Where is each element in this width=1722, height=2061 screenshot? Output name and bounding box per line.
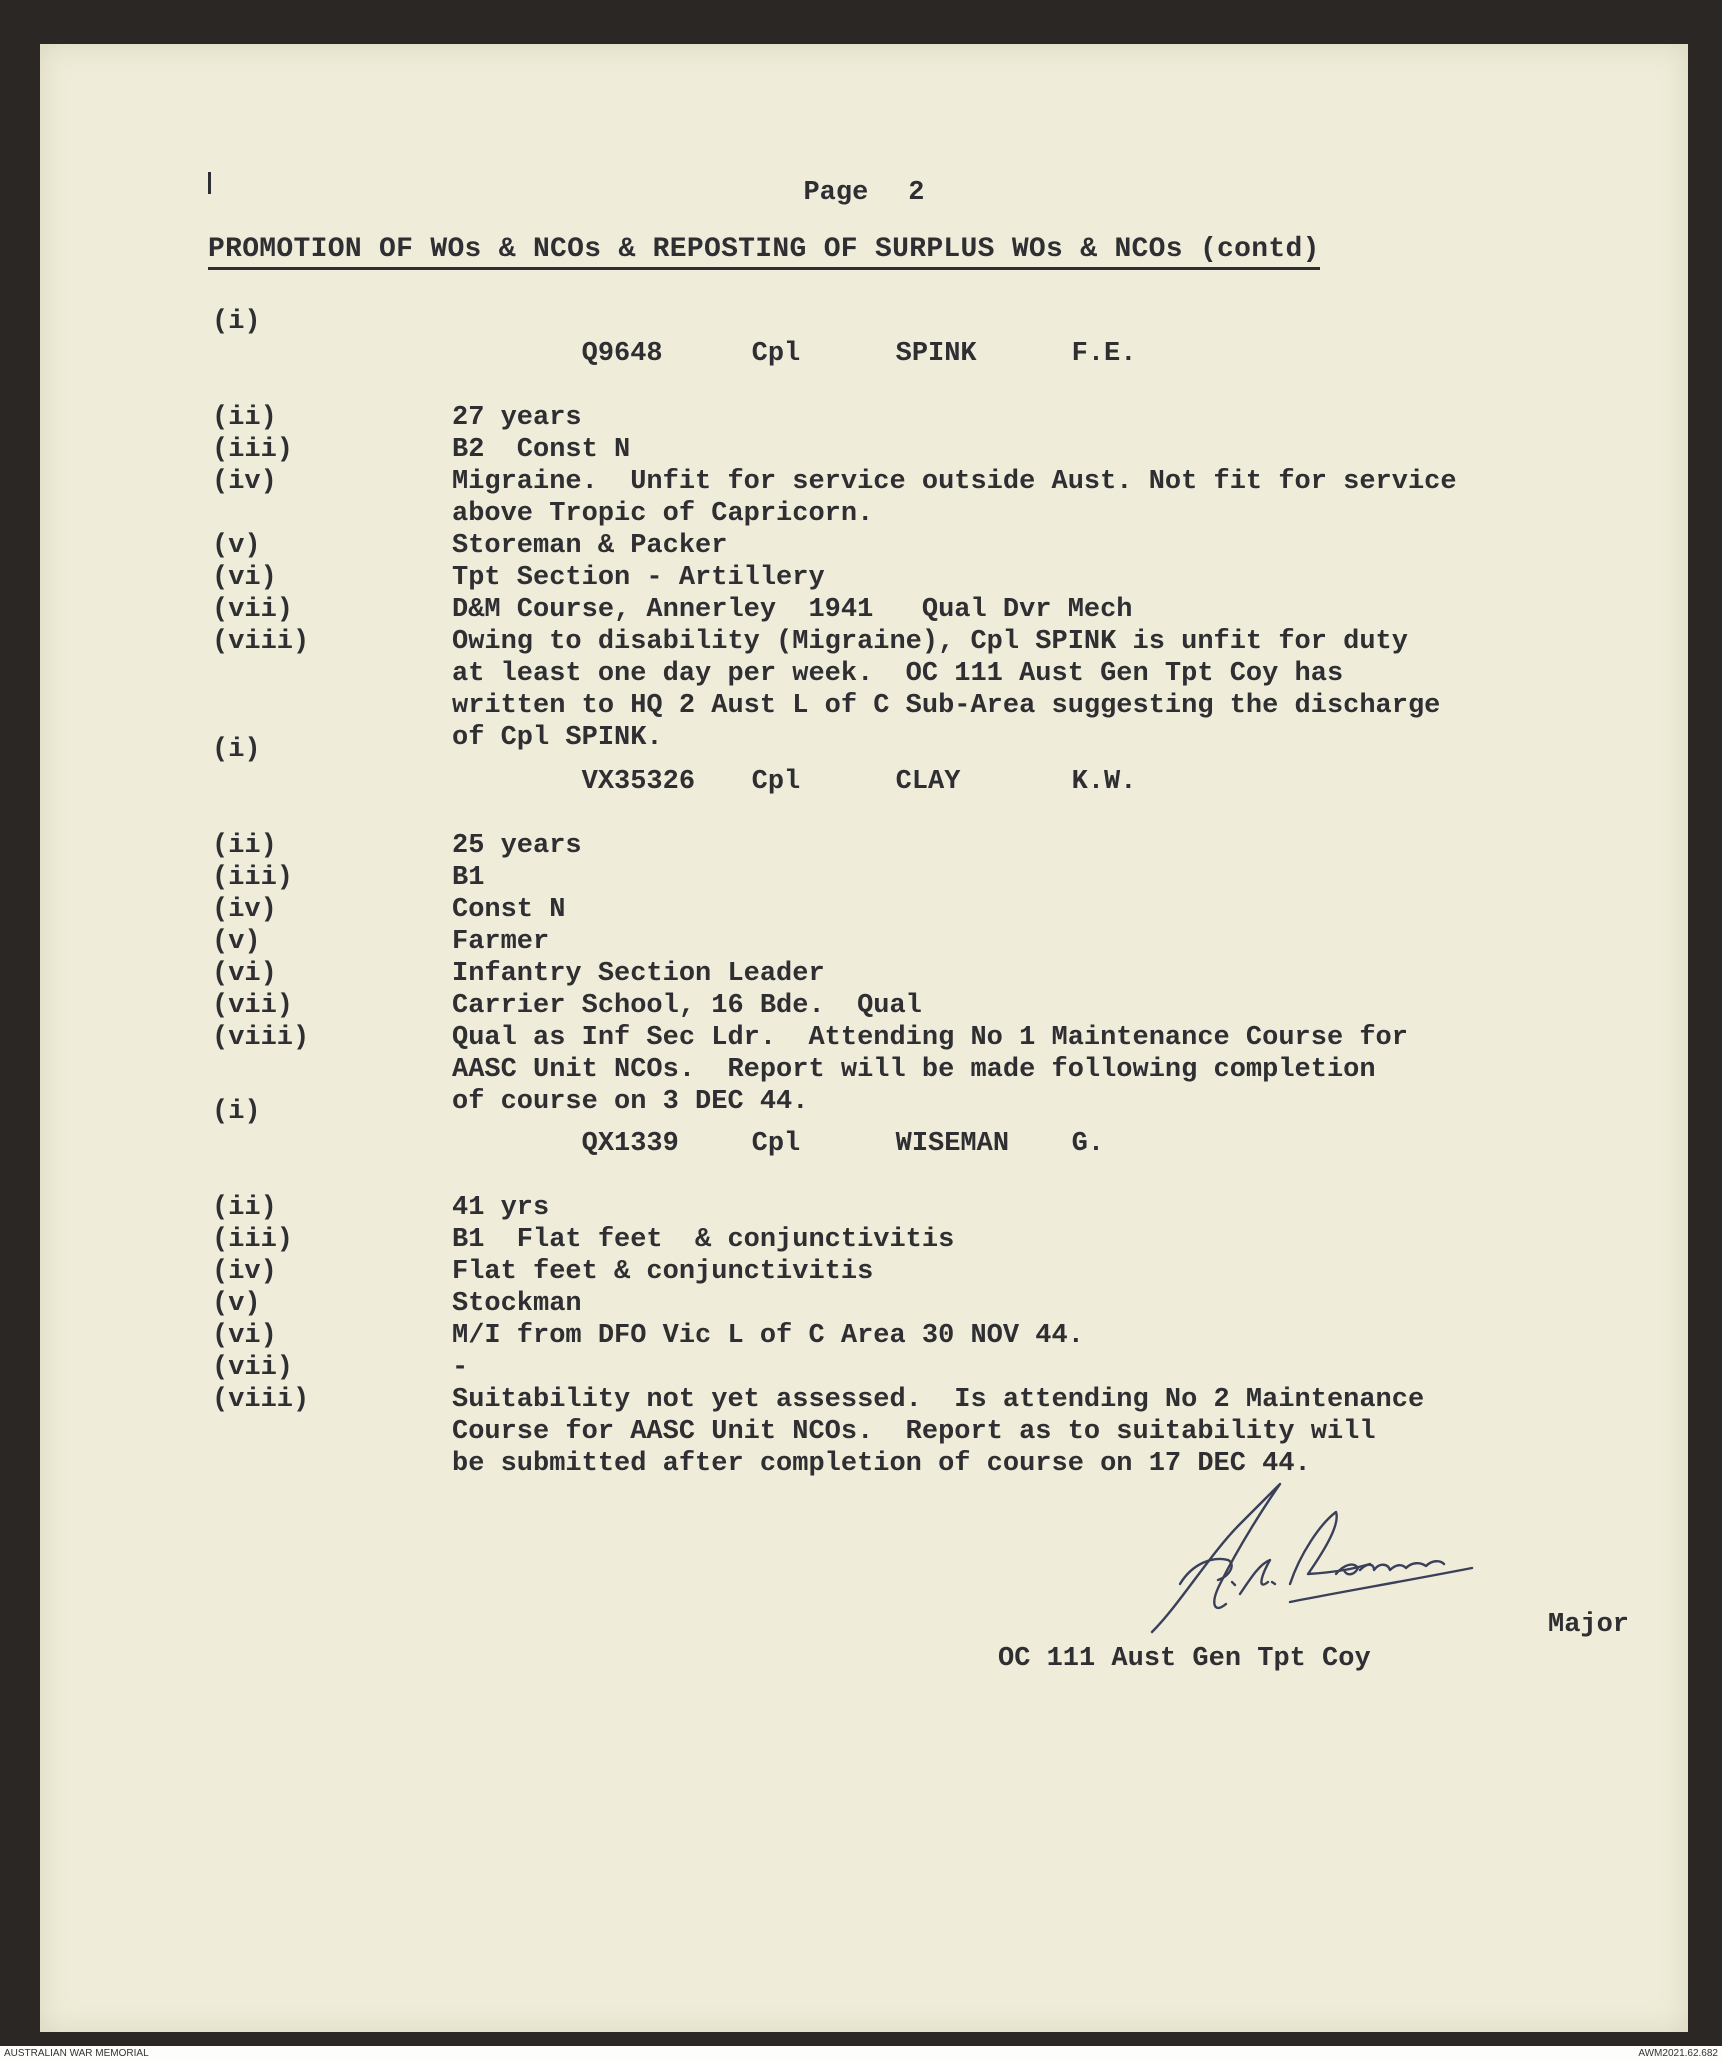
record-wiseman bbox=[40, 1096, 1688, 1480]
field-number: (ii) bbox=[212, 403, 277, 433]
field-number: (vi) bbox=[212, 1321, 277, 1351]
record-header bbox=[452, 306, 1682, 402]
field-number: (iii) bbox=[212, 1225, 294, 1255]
record-clay bbox=[40, 734, 1688, 1118]
field-row bbox=[40, 562, 1688, 594]
field-row bbox=[40, 1096, 1688, 1192]
field-text: Carrier School, 16 Bde. Qual bbox=[452, 991, 922, 1021]
field-row bbox=[40, 1352, 1688, 1384]
field-row bbox=[40, 830, 1688, 862]
field-row bbox=[40, 530, 1688, 562]
field-text: Owing to disability (Migraine), Cpl SPINK is unfit for duty at least one day per week. OC 111 Aust Gen Tpt Coy has written to HQ 2 Aust L of C Sub-Area suggesting the discharge of Cpl SPINK. bbox=[452, 627, 1441, 753]
surname: WISEMAN bbox=[895, 1129, 1010, 1159]
field-number: (i) bbox=[212, 307, 261, 337]
initials: F.E. bbox=[1071, 339, 1137, 369]
field-number: (vii) bbox=[212, 991, 294, 1021]
signatory-rank: Major bbox=[1548, 1610, 1630, 1640]
field-number: (viii) bbox=[212, 1023, 310, 1053]
field-row bbox=[40, 894, 1688, 926]
initials: G. bbox=[1071, 1129, 1105, 1159]
field-number: (iii) bbox=[212, 863, 294, 893]
service-number: VX35326 bbox=[581, 767, 696, 797]
service-number: Q9648 bbox=[581, 339, 663, 369]
field-number: (i) bbox=[212, 1097, 261, 1127]
rank: Cpl bbox=[751, 1129, 801, 1159]
field-text: Const N bbox=[452, 895, 566, 925]
field-text: Migraine. Unfit for service outside Aust. Not fit for service above Tropic of Capricorn. bbox=[452, 467, 1457, 529]
field-text: Qual as Inf Sec Ldr. Attending No 1 Maintenance Course for AASC Unit NCOs. Report will be made following completion of course on 3 DEC 44. bbox=[452, 1023, 1408, 1117]
surname: CLAY bbox=[895, 767, 961, 797]
page-number-value: 2 bbox=[908, 178, 925, 208]
field-row bbox=[40, 1192, 1688, 1224]
field-text: Farmer bbox=[452, 927, 550, 957]
field-number: (i) bbox=[212, 735, 261, 765]
field-text: B1 bbox=[452, 863, 485, 893]
field-text: Flat feet & conjunctivitis bbox=[452, 1257, 874, 1287]
handwritten-signature bbox=[1140, 1464, 1480, 1644]
field-row bbox=[40, 990, 1688, 1022]
field-row bbox=[40, 402, 1688, 434]
field-row bbox=[40, 1288, 1688, 1320]
field-text: Infantry Section Leader bbox=[452, 959, 825, 989]
field-text: 41 yrs bbox=[452, 1193, 550, 1223]
field-text: - bbox=[452, 1353, 469, 1383]
page-number bbox=[40, 178, 1688, 208]
field-text: Storeman & Packer bbox=[452, 531, 728, 561]
field-row bbox=[40, 1256, 1688, 1288]
field-row bbox=[40, 594, 1688, 626]
field-text: B2 Const N bbox=[452, 435, 631, 465]
field-row bbox=[40, 466, 1688, 530]
service-number: QX1339 bbox=[581, 1129, 679, 1159]
field-number: (vi) bbox=[212, 959, 277, 989]
field-row bbox=[40, 862, 1688, 894]
field-number: (viii) bbox=[212, 1385, 310, 1415]
field-text: B1 Flat feet & conjunctivitis bbox=[452, 1225, 955, 1255]
rank: Cpl bbox=[751, 339, 801, 369]
field-number: (vii) bbox=[212, 595, 294, 625]
field-row bbox=[40, 306, 1688, 402]
record-header bbox=[452, 1096, 1682, 1192]
field-number: (viii) bbox=[212, 627, 310, 657]
record-spink bbox=[40, 306, 1688, 754]
page-label: Page bbox=[803, 178, 869, 208]
field-text: 25 years bbox=[452, 831, 582, 861]
field-text: D&M Course, Annerley 1941 Qual Dvr Mech bbox=[452, 595, 1133, 625]
field-row bbox=[40, 434, 1688, 466]
field-number: (vi) bbox=[212, 563, 277, 593]
field-text: Stockman bbox=[452, 1289, 582, 1319]
rank: Cpl bbox=[751, 767, 801, 797]
field-row bbox=[40, 734, 1688, 830]
field-number: (iv) bbox=[212, 895, 277, 925]
field-number: (ii) bbox=[212, 1193, 277, 1223]
field-row bbox=[40, 1320, 1688, 1352]
initials: K.W. bbox=[1071, 767, 1137, 797]
field-number: (iv) bbox=[212, 1257, 277, 1287]
field-number: (v) bbox=[212, 531, 261, 561]
field-number: (vii) bbox=[212, 1353, 294, 1383]
field-row bbox=[40, 958, 1688, 990]
signatory-office: OC 111 Aust Gen Tpt Coy bbox=[998, 1644, 1371, 1674]
field-row bbox=[40, 1224, 1688, 1256]
record-header bbox=[452, 734, 1682, 830]
field-text: Suitability not yet assessed. Is attending No 2 Maintenance Course for AASC Unit NCOs. Report as to suitability will be submitted after completion of course on 17 DEC 44. bbox=[452, 1385, 1425, 1479]
field-number: (ii) bbox=[212, 831, 277, 861]
document-heading: PROMOTION OF WOs & NCOs & REPOSTING OF SURPLUS WOs & NCOs (contd) bbox=[208, 234, 1320, 270]
field-row bbox=[40, 926, 1688, 958]
footer-accession-number: AWM2021.62.682 bbox=[1638, 2048, 1718, 2059]
field-number: (iv) bbox=[212, 467, 277, 497]
field-text: 27 years bbox=[452, 403, 582, 433]
field-number: (v) bbox=[212, 927, 261, 957]
field-number: (iii) bbox=[212, 435, 294, 465]
field-number: (v) bbox=[212, 1289, 261, 1319]
footer-credit: AUSTRALIAN WAR MEMORIAL bbox=[4, 2048, 149, 2059]
surname: SPINK bbox=[895, 339, 977, 369]
field-text: M/I from DFO Vic L of C Area 30 NOV 44. bbox=[452, 1321, 1084, 1351]
field-text: Tpt Section - Artillery bbox=[452, 563, 825, 593]
document-page bbox=[40, 44, 1688, 2032]
